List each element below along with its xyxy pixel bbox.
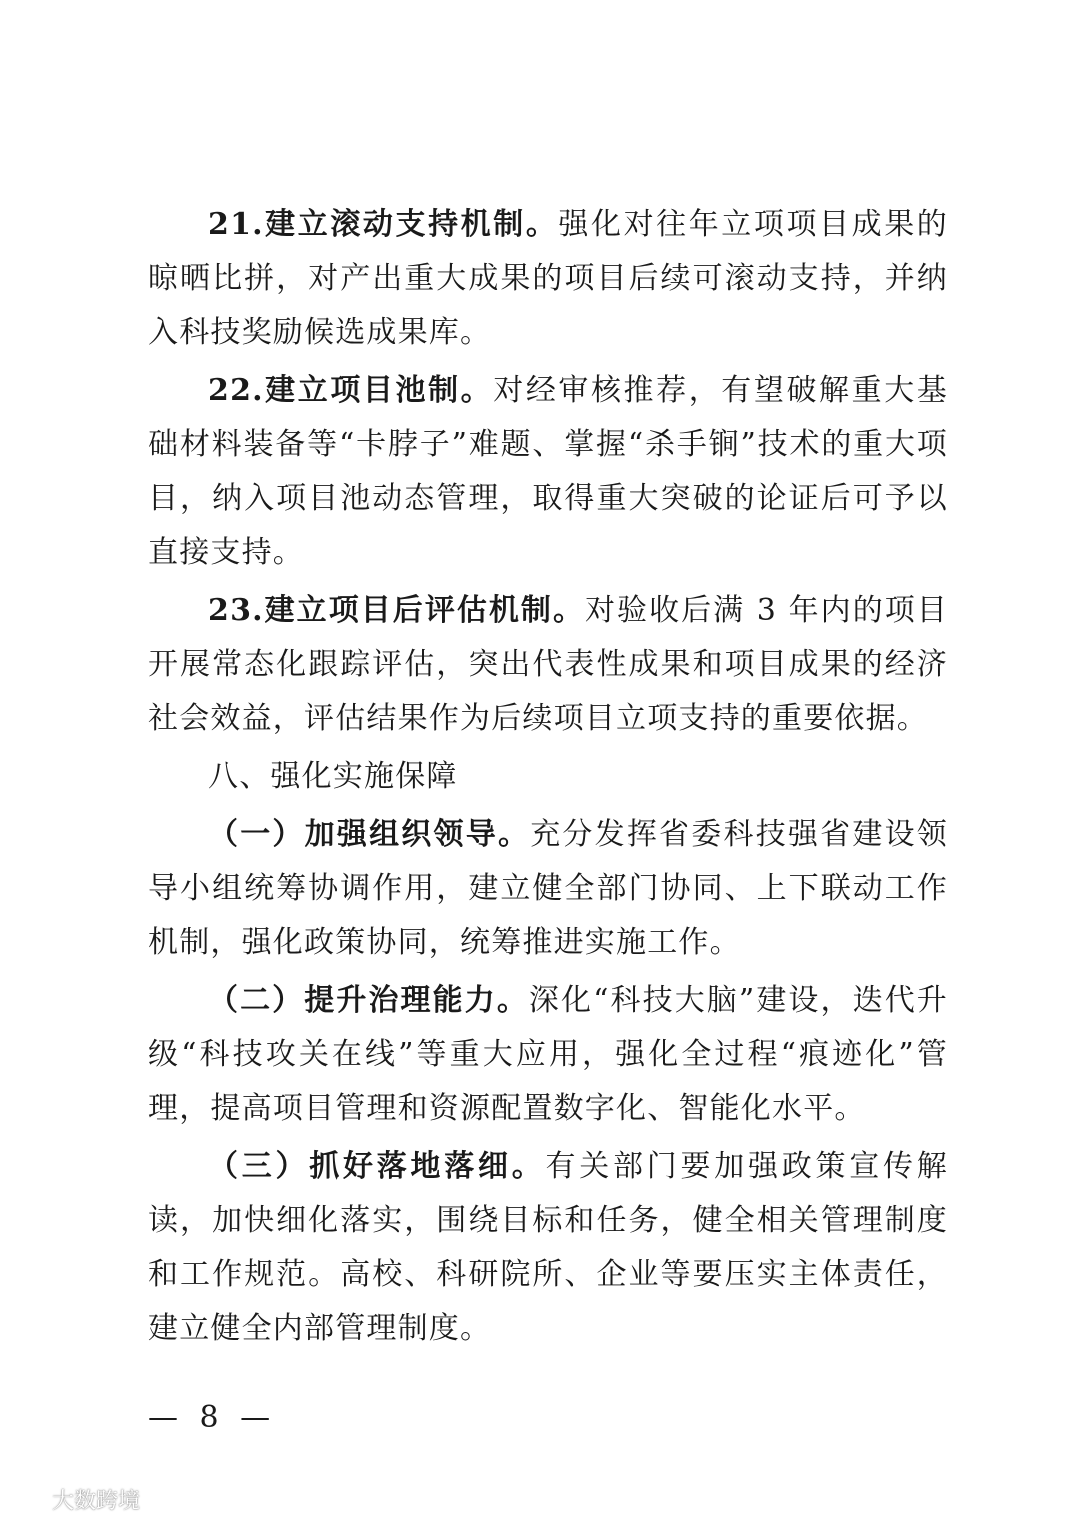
- section-title: 八、强化实施保障: [208, 759, 458, 794]
- paragraph-text: 强化对往年立项项目成果的晾晒比拼，对产出重大成果的项目后续可滚动支持，并纳入科技奖励候选成果库。: [148, 207, 948, 350]
- subsection-3: [148, 1140, 948, 1356]
- subsection-text: 充分发挥省委科技强省建设领导小组统筹协调作用，建立健全部门协同、上下联动工作机制，强化政策协同，统筹推进实施工作。: [148, 817, 949, 960]
- watermark: [8, 1484, 140, 1515]
- paragraph-text: 对验收后满 3 年内的项目开展常态化跟踪评估，突出代表性成果和项目成果的经济社会效益，评估结果作为后续项目立项支持的重要依据。: [148, 593, 948, 736]
- subsection-heading: （一）加强组织领导。: [208, 817, 531, 852]
- paragraph-text: 对经审核推荐，有望破解重大基础材料装备等“卡脖子”难题、掌握“杀手锏”技术的重大项目，纳入项目池动态管理，取得重大突破的论证后可予以直接支持。: [148, 373, 948, 570]
- subsection-text: 深化“科技大脑”建设，迭代升级“科技攻关在线”等重大应用，强化全过程“痕迹化”管理，提高项目管理和资源配置数字化、智能化水平。: [148, 983, 948, 1126]
- subsection-heading: （二）提升治理能力。: [208, 983, 529, 1018]
- paragraph-22: [148, 364, 948, 580]
- paragraph-21: [148, 198, 948, 360]
- paragraph-23: [148, 584, 948, 746]
- subsection-text: 有关部门要加强政策宣传解读，加快细化落实，围绕目标和任务，健全相关管理制度和工作规范。高校、科研院所、企业等要压实主体责任，建立健全内部管理制度。: [148, 1149, 949, 1346]
- paragraph-heading: 23.建立项目后评估机制。: [208, 593, 586, 628]
- paragraph-heading: 21.建立滚动支持机制。: [208, 207, 559, 242]
- subsection-heading: （三）抓好落地落细。: [208, 1149, 546, 1184]
- page-number: — 8 —: [148, 1400, 277, 1435]
- watermark-text: 大数跨境: [52, 1489, 141, 1514]
- paragraph-heading: 22.建立项目池制。: [208, 373, 494, 408]
- document-body: [148, 198, 948, 1360]
- brand-logo-icon: [8, 1487, 46, 1513]
- subsection-2: [148, 974, 948, 1136]
- subsection-1: [148, 808, 948, 970]
